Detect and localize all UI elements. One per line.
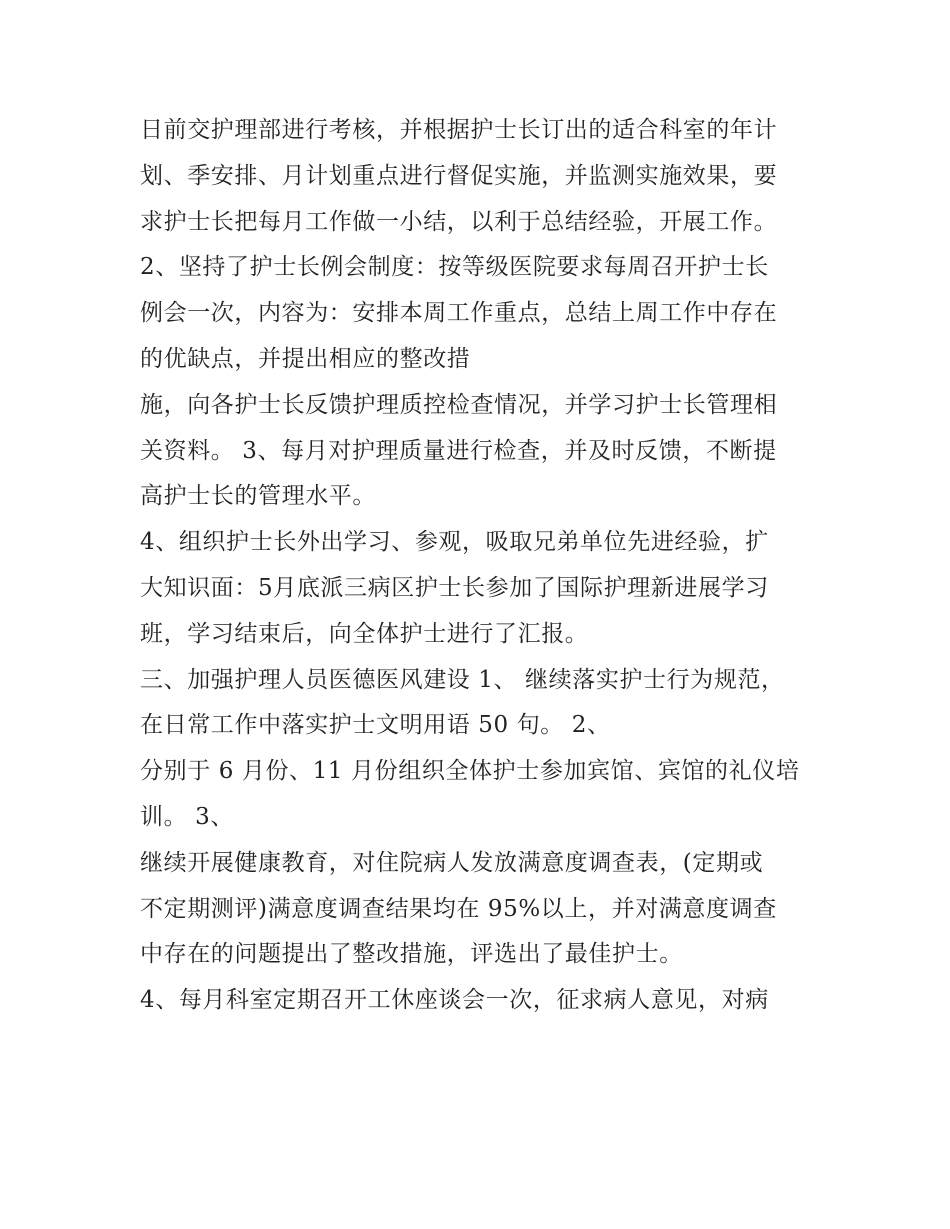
text-line: 继续开展健康教育，对住院病人发放满意度调查表，(定期或 bbox=[140, 849, 764, 876]
document-body bbox=[140, 108, 830, 1024]
text-line: 4、每月科室定期召开工休座谈会一次，征求病人意见，对病 bbox=[140, 987, 769, 1014]
text-line: 在日常工作中落实护士文明用语 50 句。 2、 bbox=[140, 712, 611, 739]
text-line: 关资料。 3、每月对护理质量进行检查，并及时反馈，不断提 bbox=[140, 437, 777, 464]
text-line: 的优缺点，并提出相应的整改措 bbox=[140, 345, 471, 372]
text-line: 日前交护理部进行考核，并根据护士长订出的适合科室的年计 bbox=[140, 117, 778, 143]
text-line: 班，学习结束后，向全体护士进行了汇报。 bbox=[140, 620, 589, 647]
text-line: 划、季安排、月计划重点进行督促实施，并监测实施效果，要 bbox=[140, 162, 778, 189]
text-line: 高护士长的管理水平。 bbox=[140, 483, 376, 510]
text-line: 三、加强护理人员医德医风建设 1、 继续落实护士行为规范， bbox=[140, 666, 785, 693]
text-line: 不定期测评)满意度调查结果均在 95%以上，并对满意度调查 bbox=[140, 895, 777, 922]
text-line: 大知识面：5月底派三病区护士长参加了国际护理新进展学习 bbox=[140, 574, 769, 601]
text-line: 求护士长把每月工作做一小结，以利于总结经验，开展工作。 bbox=[140, 208, 778, 235]
text-line: 分别于 6 月份、11 月份组织全体护士参加宾馆、宾馆的礼仪培 bbox=[140, 758, 800, 785]
text-line: 例会一次，内容为：安排本周工作重点，总结上周工作中存在 bbox=[140, 300, 778, 327]
text-line: 中存在的问题提出了整改措施，评选出了最佳护士。 bbox=[140, 941, 683, 968]
text-line: 4、组织护士长外出学习、参观，吸取兄弟单位先进经验，扩 bbox=[140, 529, 769, 556]
text-line: 施，向各护士长反馈护理质控检查情况，并学习护士长管理相 bbox=[140, 391, 778, 418]
text-line: 2、坚持了护士长例会制度：按等级医院要求每周召开护士长 bbox=[140, 254, 769, 281]
text-line: 训。 3、 bbox=[140, 803, 234, 830]
